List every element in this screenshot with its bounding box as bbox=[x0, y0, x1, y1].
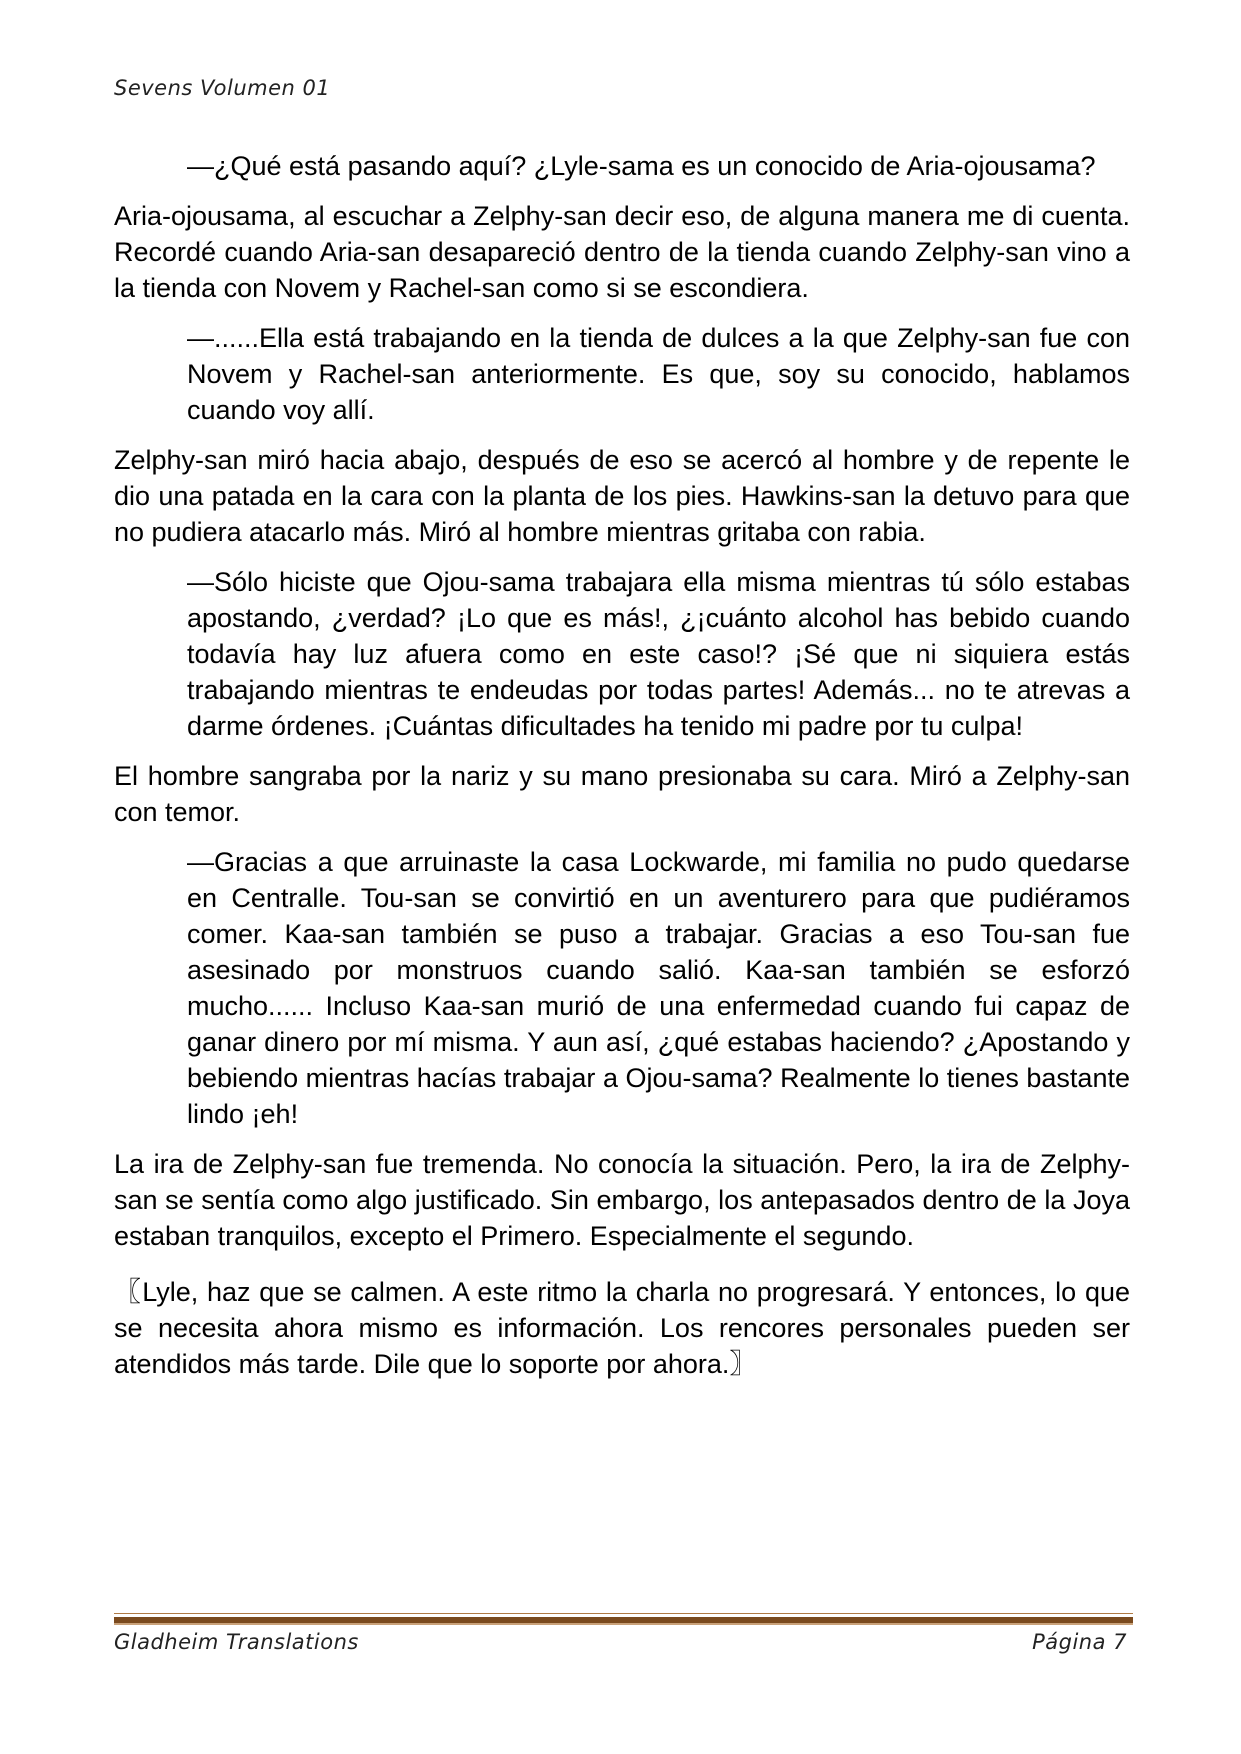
ancestor-speech-paragraph: 〖Lyle, haz que se calmen. A este ritmo la charla no progresará. Y entonces, lo que se necesita ahora mismo es información. Los rencores personales pueden ser atendidos más tarde. Dile que lo soporte por ahora.〗 bbox=[114, 1277, 1130, 1379]
narration-paragraph: La ira de Zelphy-san fue tremenda. No conocía la situación. Pero, la ira de Zelphy-san se sentía como algo justificado. Sin embargo, los antepasados dentro de la Joya estaban tranquilos, excepto el Primero. Especialmente el segundo. bbox=[114, 1149, 1130, 1251]
page-body bbox=[114, 148, 1130, 1396]
footer-divider-thin bbox=[114, 1613, 1133, 1614]
footer-page-number: Página 7 bbox=[1032, 1630, 1127, 1654]
dialogue-paragraph: —Sólo hiciste que Ojou-sama trabajara ella misma mientras tú sólo estabas apostando, ¿verdad? ¡Lo que es más!, ¿¡cuánto alcohol has bebido cuando todavía hay luz afuera como en este caso!? ¡Sé que ni siquiera estás trabajando mientras te endeudas por todas partes! Además... no te atrevas a darme órdenes. ¡Cuántas dificultades ha tenido mi padre por tu culpa! bbox=[187, 567, 1130, 741]
footer-divider bbox=[114, 1617, 1133, 1625]
dialogue-paragraph: —......Ella está trabajando en la tienda de dulces a la que Zelphy-san fue con Novem y Rachel-san anteriormente. Es que, soy su conocido, hablamos cuando voy allí. bbox=[187, 323, 1130, 425]
narration-paragraph: Aria-ojousama, al escuchar a Zelphy-san decir eso, de alguna manera me di cuenta. Recordé cuando Aria-san desapareció dentro de la tienda cuando Zelphy-san vino a la tienda con Novem y Rachel-san como si se escondiera. bbox=[114, 201, 1130, 303]
narration-paragraph: Zelphy-san miró hacia abajo, después de eso se acercó al hombre y de repente le dio una patada en la cara con la planta de los pies. Hawkins-san la detuvo para que no pudiera atacarlo más. Miró al hombre mientras gritaba con rabia. bbox=[114, 445, 1130, 547]
footer-translator-credit: Gladheim Translations bbox=[114, 1630, 359, 1654]
narration-paragraph: El hombre sangraba por la nariz y su mano presionaba su cara. Miró a Zelphy-san con temor. bbox=[114, 761, 1130, 827]
page-header-title: Sevens Volumen 01 bbox=[114, 76, 331, 100]
dialogue-paragraph: —¿Qué está pasando aquí? ¿Lyle-sama es un conocido de Aria-ojousama? bbox=[187, 151, 1096, 181]
dialogue-paragraph: —Gracias a que arruinaste la casa Lockwarde, mi familia no pudo quedarse en Centralle. Tou-san se convirtió en un aventurero para que pudiéramos comer. Kaa-san también se puso a trabajar. Gracias a eso Tou-san fue asesinado por monstruos cuando salió. Kaa-san también se esforzó mucho...... Incluso Kaa-san murió de una enfermedad cuando fui capaz de ganar dinero por mí misma. Y aun así, ¿qué estabas haciendo? ¿Apostando y bebiendo mientras hacías trabajar a Ojou-sama? Realmente lo tienes bastante lindo ¡eh! bbox=[187, 847, 1130, 1129]
